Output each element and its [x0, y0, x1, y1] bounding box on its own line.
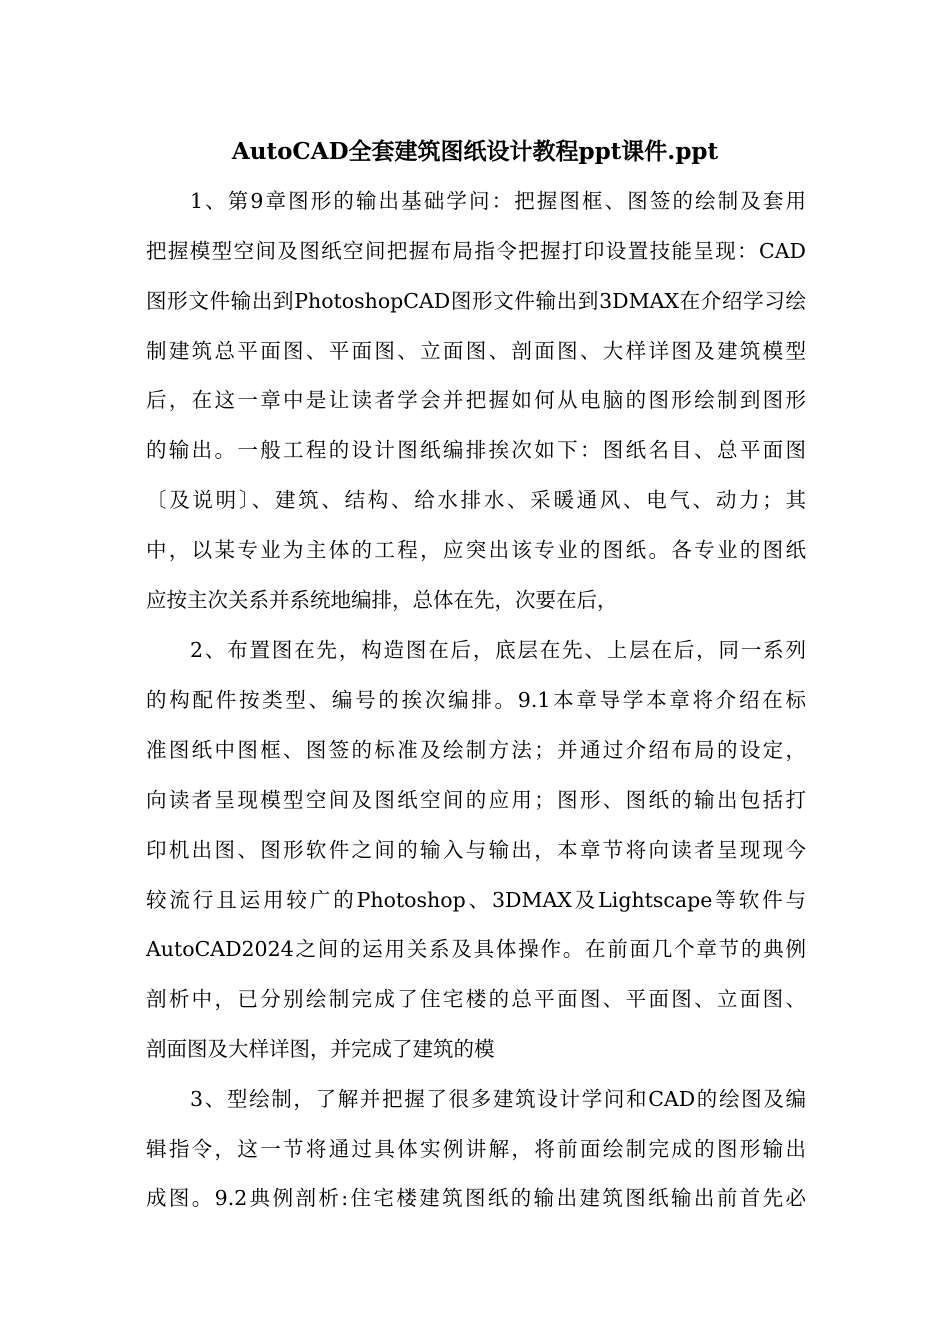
- paragraph-1-line-3: 图形文件输出到PhotoshopCAD图形文件输出到3DMAX在介绍学习绘: [146, 289, 806, 313]
- paragraph-1-line-5: 后，在这一章中是让读者学会并把握如何从电脑的图形绘制到图形: [146, 388, 806, 412]
- paragraph-1-line-4: 制建筑总平面图、平面图、立面图、剖面图、大样详图及建筑模型: [146, 339, 806, 363]
- paragraph-2-line-6: 较流行且运用较广的Photoshop、3DMAX及Lightscape等软件与: [146, 888, 806, 912]
- paragraph-2-line-9: 剖面图及大样详图，并完成了建筑的模: [146, 1037, 495, 1061]
- paragraph-1-line-6: 的输出。一般工程的设计图纸编排挨次如下：图纸名目、总平面图: [146, 438, 806, 462]
- paragraph-2-line-2: 的构配件按类型、编号的挨次编排。9.1本章导学本章将介绍在标: [146, 688, 806, 712]
- paragraph-1-line-8: 中，以某专业为主体的工程，应突出该专业的图纸。各专业的图纸: [146, 538, 806, 562]
- paragraph-2-line-8: 剖析中，已分别绘制完成了住宅楼的总平面图、平面图、立面图、: [146, 987, 806, 1011]
- document-title: AutoCAD全套建筑图纸设计教程ppt课件.ppt: [231, 138, 719, 165]
- paragraph-3-line-3: 成图。9.2典例剖析:住宅楼建筑图纸的输出建筑图纸输出前首先必: [146, 1186, 806, 1210]
- paragraph-2-line-7: AutoCAD2024之间的运用关系及具体操作。在前面几个章节的典例: [146, 937, 806, 961]
- paragraph-2-line-3: 准图纸中图框、图签的标准及绘制方法；并通过介绍布局的设定，: [146, 738, 806, 762]
- paragraph-3-line-1: 3、型绘制，了解并把握了很多建筑设计学问和CAD的绘图及编: [190, 1087, 806, 1111]
- paragraph-2-line-5: 印机出图、图形软件之间的输入与输出，本章节将向读者呈现现今: [146, 838, 806, 862]
- paragraph-3-line-2: 辑指令，这一节将通过具体实例讲解，将前面绘制完成的图形输出: [146, 1137, 806, 1161]
- paragraph-2-line-1: 2、布置图在先，构造图在后，底层在先、上层在后，同一系列: [190, 638, 806, 662]
- paragraph-1-line-2: 把握模型空间及图纸空间把握布局指令把握打印设置技能呈现：CAD: [146, 239, 806, 263]
- paragraph-1-line-9: 应按主次关系并系统地编排，总体在先，次要在后，: [146, 588, 618, 612]
- paragraph-1-line-7: 〔及说明〕、建筑、结构、给水排水、采暖通风、电气、动力；其: [146, 488, 806, 512]
- paragraph-2-line-4: 向读者呈现模型空间及图纸空间的应用；图形、图纸的输出包括打: [146, 788, 806, 812]
- paragraph-1-line-1: 1、第9章图形的输出基础学问：把握图框、图签的绘制及套用: [190, 189, 806, 213]
